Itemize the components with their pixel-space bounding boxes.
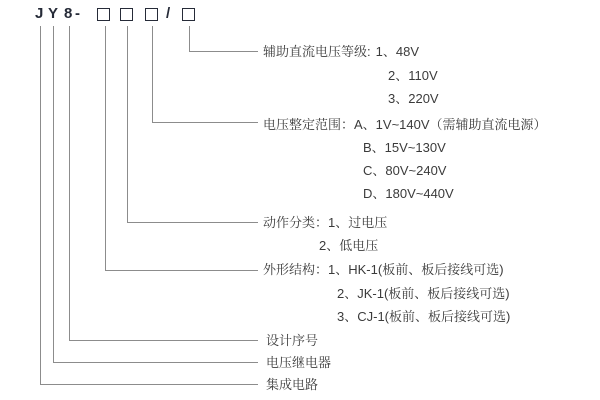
integrated-circuit-label: 集成电路 [266, 377, 319, 392]
model-dash: - [75, 5, 80, 22]
model-placeholder-box-3 [145, 8, 158, 21]
model-code [0, 5, 600, 25]
action-category-item-1: 1、过电压 [328, 215, 388, 230]
aux-dc-voltage-row [263, 44, 419, 60]
aux-dc-voltage-item-2: 2、110V [388, 68, 438, 83]
shape-structure-row [263, 262, 504, 278]
aux-dc-voltage-item-1: 1、48V [375, 44, 419, 59]
voltage-relay-label: 电压继电器 [266, 355, 332, 370]
model-placeholder-box-1 [97, 8, 110, 21]
voltage-range-item-d: D、180V~440V [363, 186, 454, 201]
voltage-range-label: 电压整定范围： [263, 117, 355, 132]
action-category-row [263, 215, 387, 231]
model-digit-8: 8 [64, 5, 73, 22]
model-letter-j: J [35, 5, 44, 22]
aux-dc-voltage-label: 辅助直流电压等级: [263, 44, 371, 59]
connector-integrated-circuit [40, 26, 258, 385]
voltage-range-item-a: A、1V~140V（需辅助直流电源） [354, 117, 547, 132]
voltage-range-row [263, 117, 547, 133]
shape-structure-item-2: 2、JK-1(板前、板后接线可选) [337, 286, 510, 301]
voltage-range-item-c: C、80V~240V [363, 163, 447, 178]
voltage-range-item-b: B、15V~130V [363, 140, 446, 155]
shape-structure-item-1: 1、HK-1(板前、板后接线可选) [328, 262, 504, 277]
shape-structure-item-3: 3、CJ-1(板前、板后接线可选) [337, 309, 511, 324]
aux-dc-voltage-item-3: 3、220V [388, 91, 439, 106]
action-category-label: 动作分类： [263, 215, 329, 230]
model-placeholder-box-4 [182, 8, 195, 21]
model-letter-y: Y [48, 5, 59, 22]
model-placeholder-box-2 [120, 8, 133, 21]
design-serial-label: 设计序号 [266, 333, 319, 348]
model-slash: / [166, 5, 171, 22]
shape-structure-label: 外形结构： [263, 262, 329, 277]
action-category-item-2: 2、低电压 [319, 238, 379, 253]
